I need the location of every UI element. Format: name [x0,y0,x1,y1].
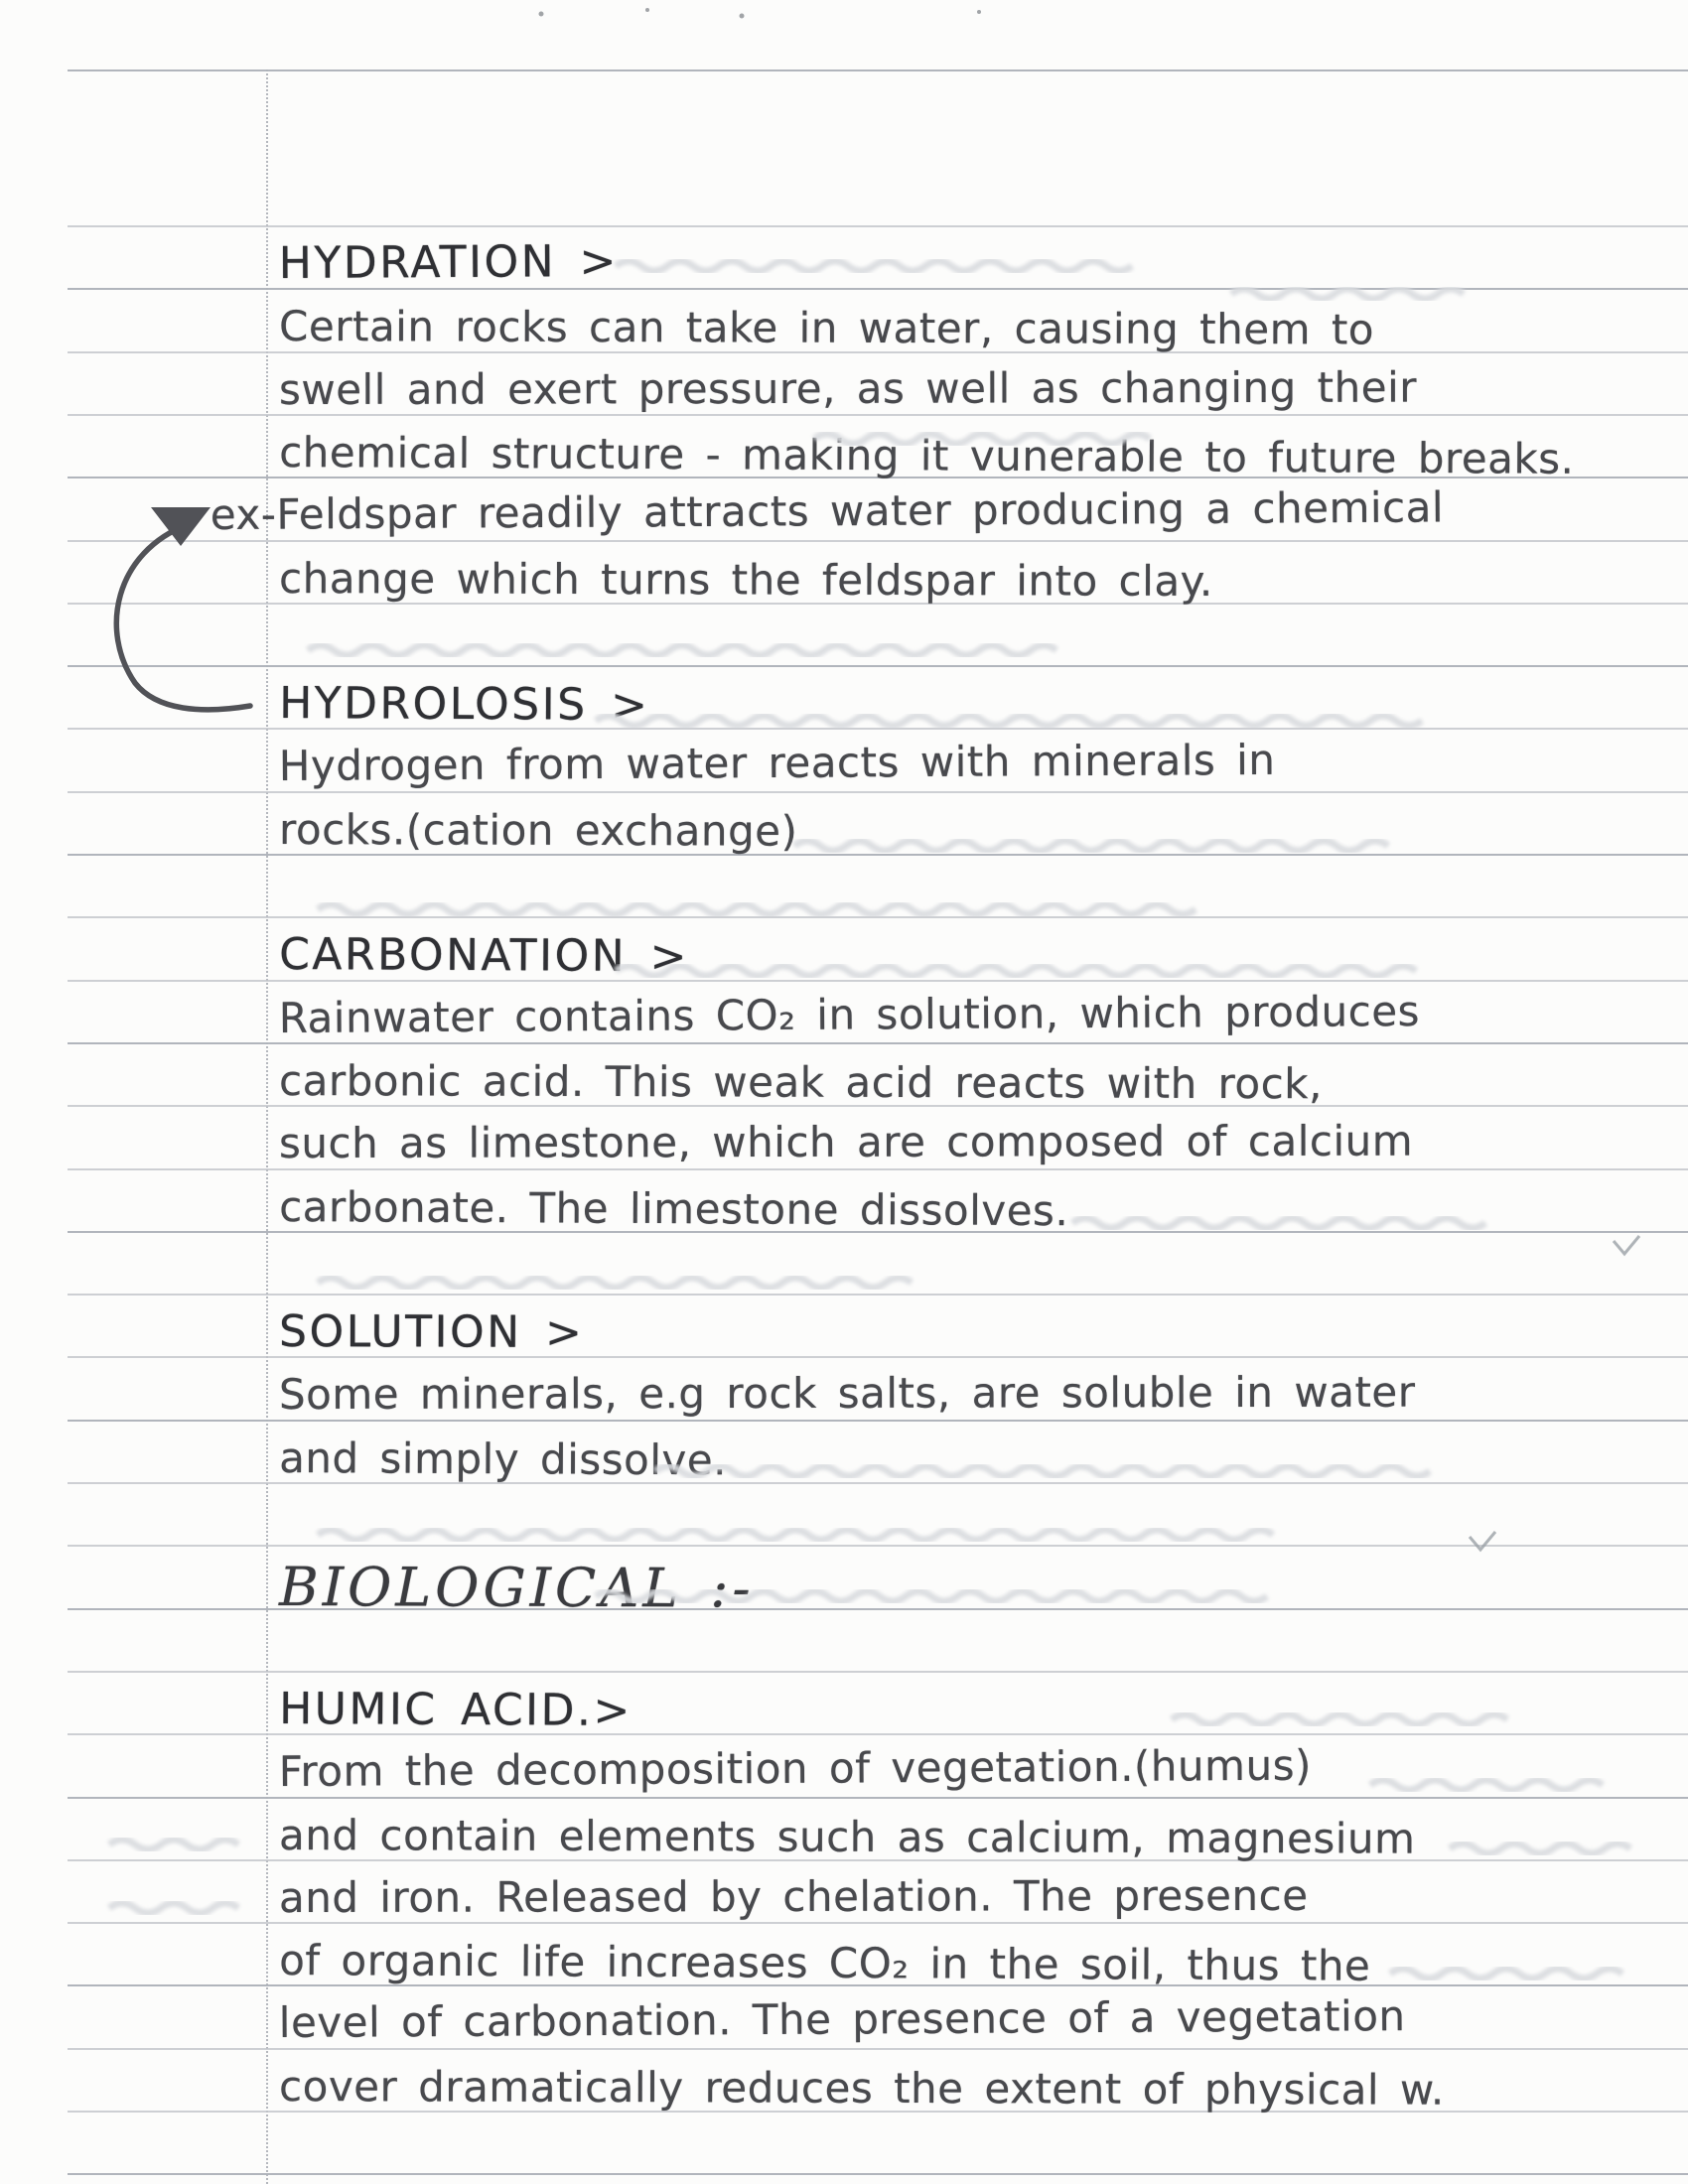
pencil-speck [645,8,649,12]
margin-line [266,69,268,2184]
stray-tick-mark [1470,1532,1495,1550]
section-heading: HYDRATION > [278,235,620,290]
note-line: Some minerals, e.g rock salts, are soluble in water [278,1367,1416,1420]
note-line: carbonate. The limestone dissolves. [279,1181,1069,1235]
section-heading: SOLUTION > [279,1306,585,1359]
ruled-line [68,665,1688,667]
ruled-line [68,225,1688,227]
ruled-line [68,1545,1688,1547]
example-line: ex-Feldspar readily attracts water producing a chemical [210,482,1445,540]
note-line: Hydrogen from water reacts with minerals in [278,736,1276,791]
note-line: cover dramatically reduces the extent of physical w. [279,2061,1445,2115]
bleedthrough-squiggle [616,966,1416,976]
pencil-speck [740,14,745,19]
note-line: and iron. Released by chelation. The presence [278,1870,1309,1922]
section-heading: CARBONATION > [279,929,690,983]
note-line: swell and exert pressure, as well as changing their [278,362,1418,414]
bleedthrough-squiggle [318,1530,1273,1540]
bleedthrough-squiggle [596,716,1422,726]
bleedthrough-squiggle [318,1278,912,1288]
ruled-line [68,2173,1688,2175]
bleedthrough-squiggle [1450,1843,1630,1853]
bleedthrough-squiggle [655,1466,1430,1476]
note-line: and contain elements such as calcium, magnesium [279,1810,1416,1863]
note-line: change which turns the feldspar into clay. [279,553,1213,606]
ruled-line [68,1294,1688,1296]
section-heading: HUMIC ACID.> [279,1683,633,1736]
note-line: of organic life increases CO₂ in the soil, thus the [279,1936,1371,1990]
note-line: chemical structure - making it vunerable to future breaks. [279,427,1575,483]
note-line: level of carbonation. The presence of a vegetation [278,1991,1406,2048]
bleedthrough-squiggle [308,645,1056,655]
ruled-line [68,1671,1688,1673]
bleedthrough-squiggle [109,1840,238,1849]
pencil-speck [977,10,981,14]
ruled-line [68,69,1688,71]
note-line: Certain rocks can take in water, causing them to [279,302,1375,354]
pencil-speck [539,12,544,17]
bleedthrough-squiggle [1172,1714,1507,1724]
section-heading: HYDROLOSIS > [279,678,650,732]
bleedthrough-squiggle [1390,1969,1622,1979]
note-line: carbonic acid. This weak acid reacts with rock, [279,1055,1323,1109]
bleedthrough-squiggle [616,261,1132,271]
stray-tick-mark [1614,1236,1639,1254]
bleedthrough-squiggle [109,1903,238,1913]
bleedthrough-squiggle [1072,1218,1485,1228]
bleedthrough-squiggle [318,904,1196,914]
note-line: and simply dissolve. [279,1433,728,1485]
section-heading-cursive: BIOLOGICAL :- [278,1556,755,1620]
ruled-line [68,916,1688,918]
note-line: rocks.(cation exchange) [279,804,798,856]
bleedthrough-squiggle [1370,1780,1603,1790]
note-line: Rainwater contains CO₂ in solution, which produces [278,986,1421,1042]
note-line: From the decomposition of vegetation.(humus) [278,1740,1313,1797]
bleedthrough-squiggle [794,841,1388,851]
bleedthrough-squiggle [1231,289,1464,299]
note-line: such as limestone, which are composed of calcium [278,1116,1414,1168]
